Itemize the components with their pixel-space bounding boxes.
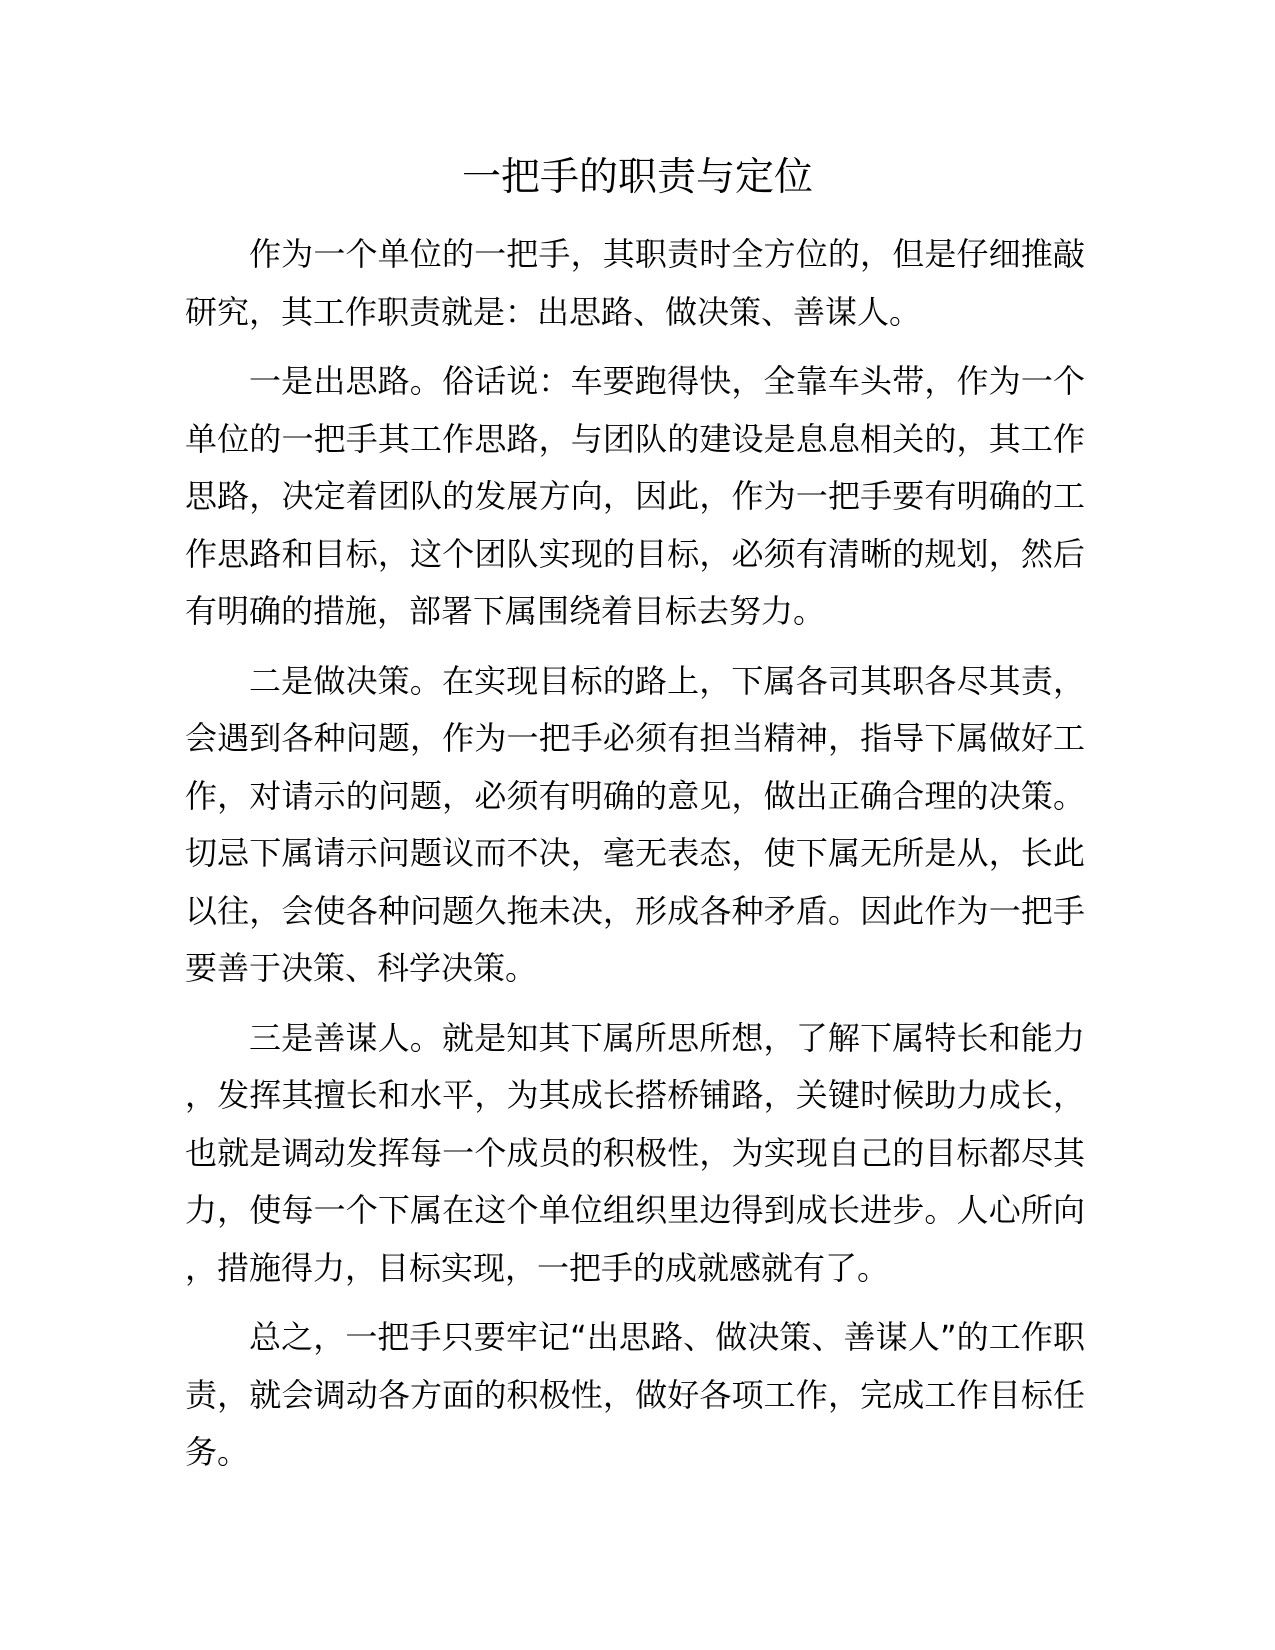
document-body xyxy=(185,226,1085,1494)
paragraph-decisions: 二是做决策。在实现目标的路上，下属各司其职各尽其责，会遇到各种问题，作为一把手必须有担当精神，指导下属做好工作，对请示的问题，必须有明确的意见，做出正确合理的决策。切忌下属请示问题议而不决，毫无表态，使下属无所是从，长此以往，会使各种问题久拖未决，形成各种矛盾。因此作为一把手要善于决策、科学决策。 xyxy=(185,661,1085,987)
paragraph-intro: 作为一个单位的一把手，其职责时全方位的，但是仔细推敲研究，其工作职责就是：出思路、做决策、善谋人。 xyxy=(185,235,1085,331)
document-title: 一把手的职责与定位 xyxy=(461,155,813,200)
paragraph-ideas: 一是出思路。俗话说：车要跑得快，全靠车头带，作为一个单位的一把手其工作思路，与团队的建设是息息相关的，其工作思路，决定着团队的发展方向，因此，作为一把手要有明确的工作思路和目标，这个团队实现的目标，必须有清晰的规划，然后有明确的措施，部署下属围绕着目标去努力。 xyxy=(185,362,1085,630)
paragraph-conclusion: 总之，一把手只要牢记“出思路、做决策、善谋人”的工作职责，就会调动各方面的积极性，做好各项工作，完成工作目标任务。 xyxy=(185,1318,1085,1471)
paragraph-people: 三是善谋人。就是知其下属所思所想，了解下属特长和能力，发挥其擅长和水平，为其成长搭桥铺路，关键时候助力成长，也就是调动发挥每一个成员的积极性，为实现自己的目标都尽其力，使每一个下属在这个单位组织里边得到成长进步。人心所向，措施得力，目标实现，一把手的成就感就有了。 xyxy=(185,1018,1085,1287)
